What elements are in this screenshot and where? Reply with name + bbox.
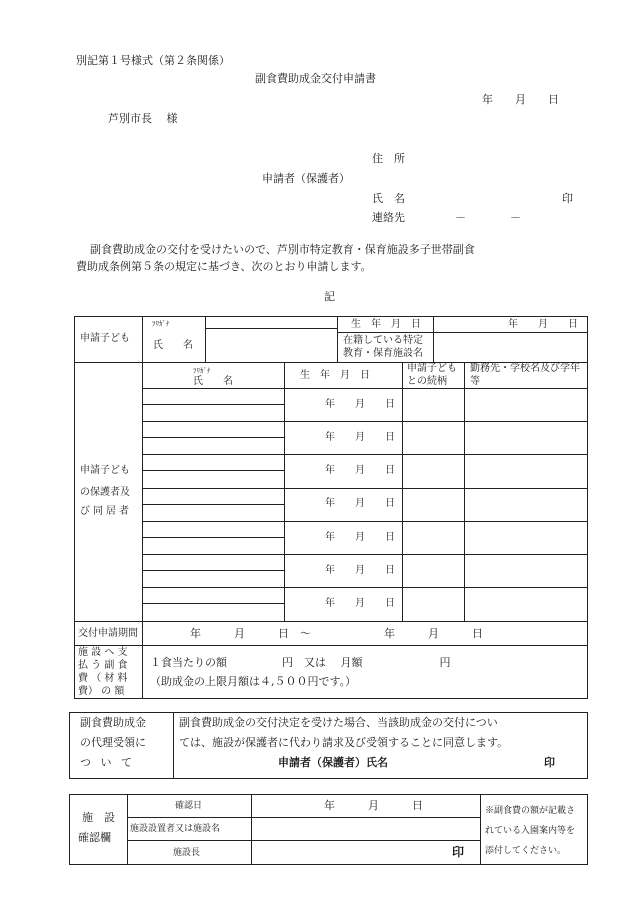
document-title: 副食費助成金交付申請書 [255,72,376,85]
fee-label-4: 費） の 額 [78,686,125,697]
facility-note-2: れている入園案内等を [485,826,576,836]
proxy-label-2: の代理受領に [80,736,146,749]
proxy-seal: 印 [544,756,555,769]
household-row-birth: 年 月 日 [325,598,395,609]
contact-dash-2: － [510,211,521,224]
facility-label-1: 施 設 [82,811,115,824]
facility-name-label-1: 在籍している特定 [343,335,423,346]
confirm-date-label: 確認日 [175,801,203,811]
fee-label-1: 施 設 へ 支 [78,647,128,658]
body-text-line-2: 費助成条例第５条の規定に基づき、次のとおり申請します。 [76,260,372,273]
period-from: 年 月 日 [190,627,289,640]
child-birth-value: 年 月 日 [508,319,578,330]
facility-note-3: 添付してください。 [485,846,567,856]
facility-label-2: 確認欄 [78,831,111,844]
proxy-label-3: つ い て [80,756,135,769]
fee-label-2: 払 う 副 食 [78,660,128,671]
form-label: 別記第１号様式（第２条関係） [76,54,230,67]
confirm-date-value: 年 月 日 [324,799,423,812]
address-label: 住 所 [372,152,405,165]
date-line: 年 月 日 [482,93,559,106]
household-header-relation-2: との続柄 [407,376,447,387]
household-row-birth: 年 月 日 [325,399,395,410]
proxy-text-2: ては、施設が保護者に代わり請求及び受領することに同意します。 [179,736,509,749]
period-tilde: ～ [300,627,311,640]
name-label: 氏 名 [372,192,405,205]
facility-seal: 印 [452,845,465,859]
child-name-label: 氏 名 [153,340,193,351]
applicant-label: 申請者（保護者） [262,172,350,185]
household-side-label-1: 申請子ども [80,465,130,476]
household-side-label-3: び同居者 [80,506,132,517]
child-row-label: 申請子ども [80,333,130,344]
facility-note-1: ※副食費の額が記載さ [485,806,576,816]
household-row-birth: 年 月 日 [325,465,395,476]
household-header-furigana: ﾌﾘｶﾞﾅ [193,367,211,375]
body-text-line-1: 副食費助成金の交付を受けたいので、芦別市特定教育・保育施設多子世帯副食 [90,243,475,256]
child-birth-label: 生 年 月 日 [351,319,421,330]
proxy-label-1: 副食費助成金 [80,716,146,729]
ki-label: 記 [324,290,335,303]
household-side-label-2: の保護者及 [80,487,130,498]
fee-limit-note: （助成金の上限月額は４,５００円です。） [150,675,357,688]
household-header-work-2: 等 [470,376,480,387]
addressee: 芦別市長 様 [108,112,178,125]
facility-name-label-2: 教育・保育施設名 [343,348,423,359]
household-row-birth: 年 月 日 [325,432,395,443]
household-header-name: 氏 名 [193,376,233,387]
period-label: 交付申請期間 [78,628,138,639]
period-to: 年 月 日 [384,627,483,640]
proxy-text-1: 副食費助成金の交付決定を受けた場合、当該助成金の交付につい [179,716,498,729]
contact-label: 連絡先 [372,211,405,224]
household-header-work-1: 勤務先・学校名及び学年 [470,363,580,374]
household-row-birth: 年 月 日 [325,498,395,509]
fee-per-meal-line: １食当たりの額 円 又は 月額 円 [150,656,451,669]
household-header-relation-1: 申請子ども [407,363,457,374]
facility-head-label: 施設長 [173,848,201,858]
fee-label-3: 費 （ 材 料 [78,673,128,684]
household-row-birth: 年 月 日 [325,532,395,543]
child-furigana-label: ﾌﾘｶﾞﾅ [152,320,170,328]
facility-owner-label: 施設設置者又は施設名 [130,824,221,834]
proxy-signature-label: 申請者（保護者）氏名 [278,756,388,769]
household-row-birth: 年 月 日 [325,565,395,576]
contact-dash-1: － [455,211,466,224]
applicant-seal: 印 [562,192,573,205]
household-header-birth: 生 年 月 日 [300,370,370,381]
